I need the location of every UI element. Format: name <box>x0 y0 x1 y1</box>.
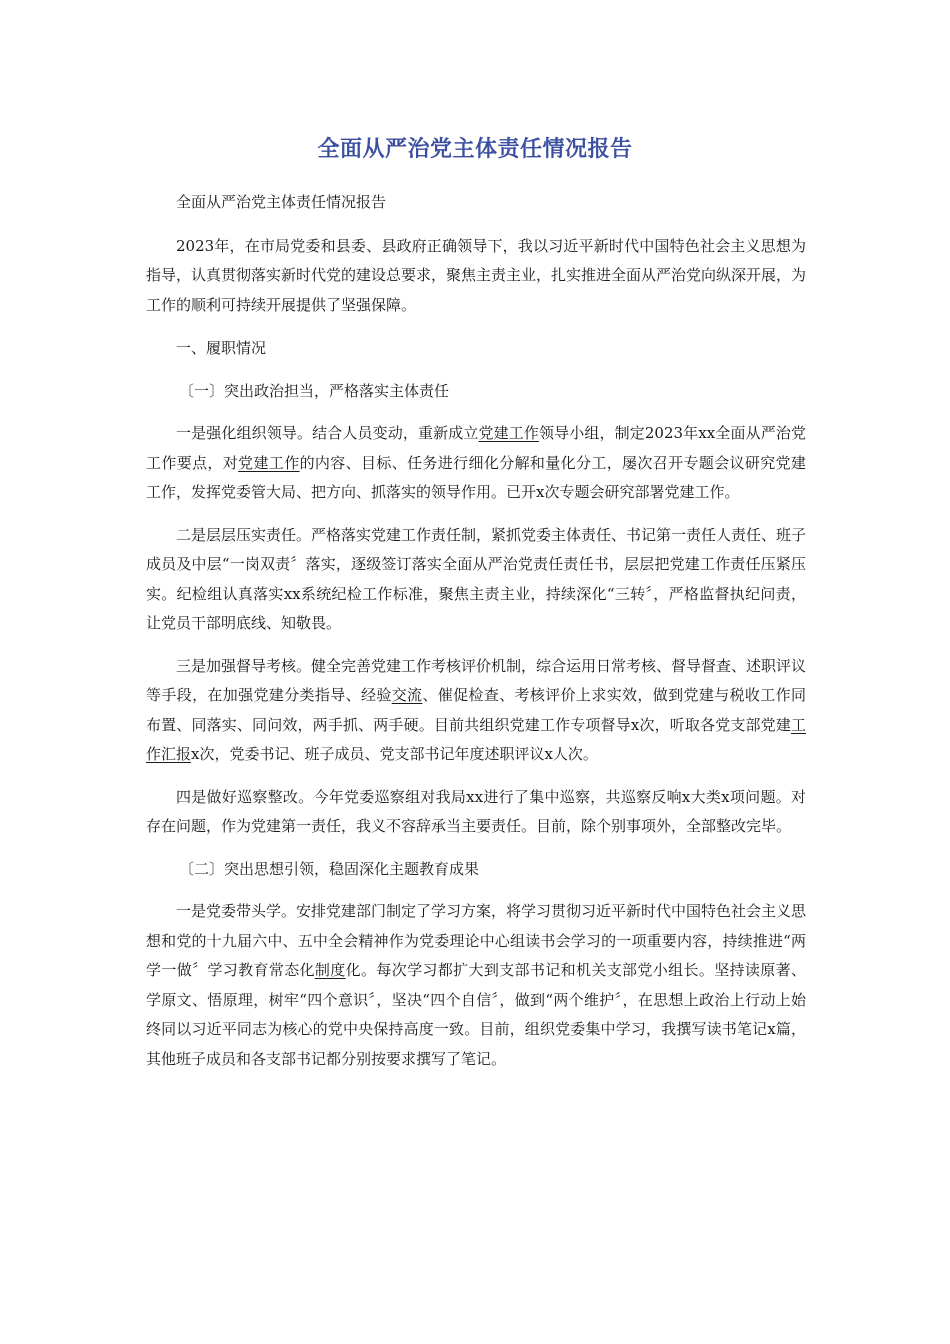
text-run: 的内容、目标、任务进行细化分解和量化分工，屡次召开专题会议研究党建工作，发挥党委管大局、把方向、抓落实的领导作用。已开x次专题会研究部署党建工作。 <box>146 453 806 501</box>
section-heading-1: 一、履职情况 <box>176 339 267 357</box>
text-run: x次，党委书记、班子成员、党支部书记年度述职评议x人次。 <box>191 745 598 763</box>
document-subtitle: 全面从严治党主体责任情况报告 <box>176 193 387 211</box>
document-title: 全面从严治党主体责任情况报告 <box>317 137 633 162</box>
paragraph-supervision <box>146 652 806 770</box>
text-run: 化。每次学习都扩大到支部书记和机关支部党小组长。坚持读原著、学原文、悟原理，树牢“四个意识〞，坚决“四个自信〞，做到“两个维护〞，在思想上政治上行动上始终同以习近平同志为核心的党中央保持高度一致。目前，组织党委集中学习，我撰写读书笔记x篇，其他班子成员和各支部书记都分别按要求撰写了笔记。 <box>146 961 806 1068</box>
intro-paragraph: 2023年，在市局党委和县委、县政府正确领导下，我以习近平新时代中国特色社会主义思想为指导，认真贯彻落实新时代党的建设总要求，聚焦主责主业，扎实推进全面从严治党向纵深开展，为工作的顺利可持续开展提供了坚强保障。 <box>146 236 807 314</box>
link-party-building-work[interactable]: 党建工作 <box>238 453 300 472</box>
link-system[interactable]: 制度 <box>314 961 346 979</box>
link-exchange[interactable]: 交流 <box>391 686 423 704</box>
text-run: 一是党委带头学。安排党建部门制定了学习方案，将学习贯彻习近平新时代中国特色社会主义思想和党的十九届六中、五中全会精神作为党委理论中心组读书会学习的一项重要内容，持续推进“两学一做〞学习教育常态化 <box>146 902 807 979</box>
paragraph-organization-leadership <box>146 419 806 508</box>
paragraph-committee-study <box>146 897 806 1074</box>
text-run: 领导小组，制定2023年xx全面从严治党工作要点，对 <box>146 424 806 472</box>
text-run: 三是加强督导考核。健全完善党建工作考核评价机制，综合运用日常考核、督导督查、述职评议等手段，在加强党建分类指导、经验 <box>146 656 807 704</box>
text-run: 、催促检查、考核评价上求实效，做到党建与税收工作同布置、同落实、同问效，两手抓、两手硬。目前共组织党建工作专项督导x次，听取各党支部党建 <box>146 686 806 734</box>
paragraph-inspection-rectification: 四是做好巡察整改。今年党委巡察组对我局xx进行了集中巡察，共巡察反响x大类x项问题。对存在问题，作为党建第一责任，我义不容辞承当主要责任。目前，除个别事项外，全部整改完毕。 <box>146 787 806 835</box>
link-party-building-work[interactable]: 党建工作 <box>478 424 539 442</box>
link-work-report[interactable]: 工作汇报 <box>146 715 806 763</box>
paragraph-responsibility: 二是层层压实责任。严格落实党建工作责任制，紧抓党委主体责任、书记第一责任人责任、班子成员及中层“一岗双责〞落实，逐级签订落实全面从严治党责任责任书，层层把党建工作责任压紧压实。纪检组认真落实xx系统纪检工作标准，聚焦主责主业，持续深化“三转〞，严格监督执纪问责，让党员干部明底线、知敬畏。 <box>146 525 807 632</box>
document-body <box>146 188 806 1074</box>
subsection-heading-1: 〔一〕突出政治担当，严格落实主体责任 <box>179 381 450 400</box>
text-run: 一是强化组织领导。结合人员变动，重新成立 <box>176 424 479 442</box>
subsection-heading-2: 〔二〕突出思想引领，稳固深化主题教育成果 <box>179 859 480 878</box>
